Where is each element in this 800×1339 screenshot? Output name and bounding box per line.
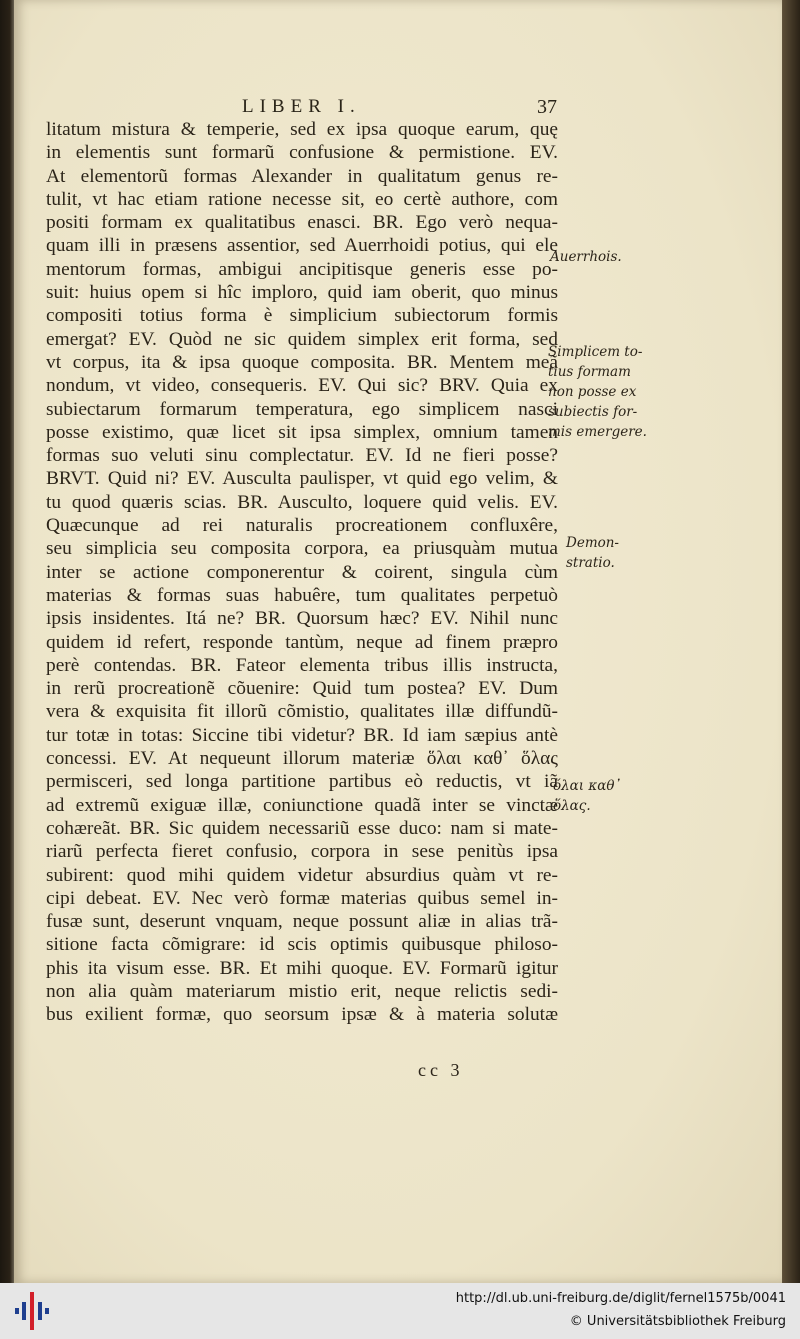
text-line: nondum, vt video, consequeris. EV. Qui sic? BRV. Quia ex: [46, 375, 558, 397]
margin-note-line: mis emergere.: [548, 424, 647, 440]
text-line: in elementis sunt formarũ confusione & permistione. EV.: [46, 142, 558, 164]
text-line: posse existimo, quæ licet sit ipsa simplex, omnium tamen: [46, 421, 558, 443]
text-line: tur totæ in totas: Siccine tibi videtur? BR. Id iam sæpius antè: [46, 724, 558, 746]
text-line: quidem id refert, responde tantùm, neque ad finem præpro: [46, 631, 558, 653]
text-line: At elementorũ formas Alexander in qualitatum genus re-: [46, 165, 558, 187]
text-line: compositi totius forma è simplicium subiectorum formis: [46, 305, 558, 327]
text-line: inter se actione componerentur & coirent, singula cùm: [46, 561, 558, 583]
source-url-link[interactable]: http://dl.ub.uni-freiburg.de/diglit/fernel1575b/0041: [455, 1291, 786, 1306]
text-line: vera & exquisita fit illorũ cõmistio, qualitates illæ diffundũ-: [46, 701, 558, 723]
copyright-text: © Universitätsbibliothek Freiburg: [569, 1314, 786, 1329]
main-text-block: [46, 118, 558, 1027]
margin-note-line: Auerrhois.: [550, 249, 622, 265]
text-line: non alia quàm materiarum mistio erit, neque relictis sedi-: [46, 980, 558, 1002]
text-line: permisceri, sed longa partitione partibus eò reductis, vt iã: [46, 771, 558, 793]
margin-note-line: ὅλας.: [553, 798, 591, 814]
text-line: cohæreãt. BR. Sic quidem necessariũ esse duco: nam si mate-: [46, 817, 558, 839]
margin-note-line: Demon-: [566, 535, 619, 551]
text-line: concessi. EV. At nequeunt illorum materiæ ὅλαι καθ᾿ ὅλας: [46, 748, 558, 770]
signature-mark: cc 3: [418, 1060, 464, 1080]
margin-note-line: subiectis for-: [548, 404, 638, 420]
running-title: LIBER I.: [242, 96, 361, 117]
text-line: subiectarum formarum temperatura, ego simplicem nasci: [46, 398, 558, 420]
margin-note-line: Simplicem to-: [548, 344, 643, 360]
text-line: formas suo veluti sinu complectatur. EV. Id ne fieri posse?: [46, 445, 558, 467]
text-line: seu simplicia seu composita corpora, ea priusquàm mutua: [46, 538, 558, 560]
text-line: perè contendas. BR. Fateor elementa tribus illis instructa,: [46, 654, 558, 676]
text-line: quam illi in præsens assentior, sed Auerrhoidi potius, qui ele: [46, 235, 558, 257]
text-line: ad extremũ exiguæ illæ, coniunctione quadã inter se vinctæ: [46, 794, 558, 816]
text-line: in rerũ procreationẽ cõuenire: Quid tum postea? EV. Dum: [46, 678, 558, 700]
text-line: tu quod quæris scias. BR. Ausculto, loquere quid velis. EV.: [46, 491, 558, 513]
viewer-footer: [0, 1283, 800, 1339]
text-line: mentorum formas, ambigui ancipitisque generis esse po-: [46, 258, 558, 280]
text-line: materias & formas suas habuêre, tum qualitates perpetuò: [46, 584, 558, 606]
text-line: vt corpus, ita & ipsa quoque composita. BR. Mentem meã: [46, 351, 558, 373]
text-line: phis ita visum esse. BR. Et mihi quoque. EV. Formarũ igitur: [46, 957, 558, 979]
text-line: riarũ perfecta fieret confusio, corpora in sese penitùs ipsa: [46, 841, 558, 863]
text-line: cipi debeat. EV. Nec verò formæ materias quibus semel in-: [46, 887, 558, 909]
margin-note-line: stratio.: [566, 555, 615, 571]
text-line: Quæcunque ad rei naturalis procreationem confluxêre,: [46, 515, 558, 537]
text-line: positi formam ex qualitatibus enasci. BR. Ego verò nequa-: [46, 212, 558, 234]
margin-note-greek: [553, 776, 621, 816]
margin-note-demonstratio: [566, 533, 619, 573]
text-line: sitione facta cõmigrare: id scis optimis quibusque philoso-: [46, 934, 558, 956]
text-line: BRVT. Quid ni? EV. Ausculta paulisper, vt quid ego velim, &: [46, 468, 558, 490]
margin-note-line: non posse ex: [548, 384, 637, 400]
text-line: bus exilient formæ, quo seorsum ipsæ & à materia solutæ: [46, 1004, 558, 1026]
margin-note-auerrhois: [550, 247, 622, 267]
margin-note-line: ὅλαι καθ᾿: [553, 778, 622, 794]
margin-note-line: tius formam: [548, 364, 631, 380]
text-line: tulit, vt hac etiam ratione necesse sit, eo certè authore, com: [46, 188, 558, 210]
text-line: litatum mistura & temperie, sed ex ipsa quoque earum, quę: [46, 119, 558, 140]
margin-note-simplicem: [548, 342, 647, 442]
text-line: subirent: quod mihi quidem videtur absurdius quàm vt re-: [46, 864, 558, 886]
text-line: suit: huius opem si hîc imploro, quid iam oberit, quo minus: [46, 282, 558, 304]
text-line: emergat? EV. Quòd ne sic quidem simplex erit forma, sed: [46, 328, 558, 350]
page-number: 37: [537, 96, 557, 118]
text-line: ipsis insidentes. Itá ne? BR. Quorsum hæc? EV. Nihil nunc: [46, 608, 558, 630]
text-line: fusæ sunt, deserunt vnquam, neque possunt aliæ in alias trã-: [46, 911, 558, 933]
ub-freiburg-logo-icon: [12, 1290, 52, 1332]
